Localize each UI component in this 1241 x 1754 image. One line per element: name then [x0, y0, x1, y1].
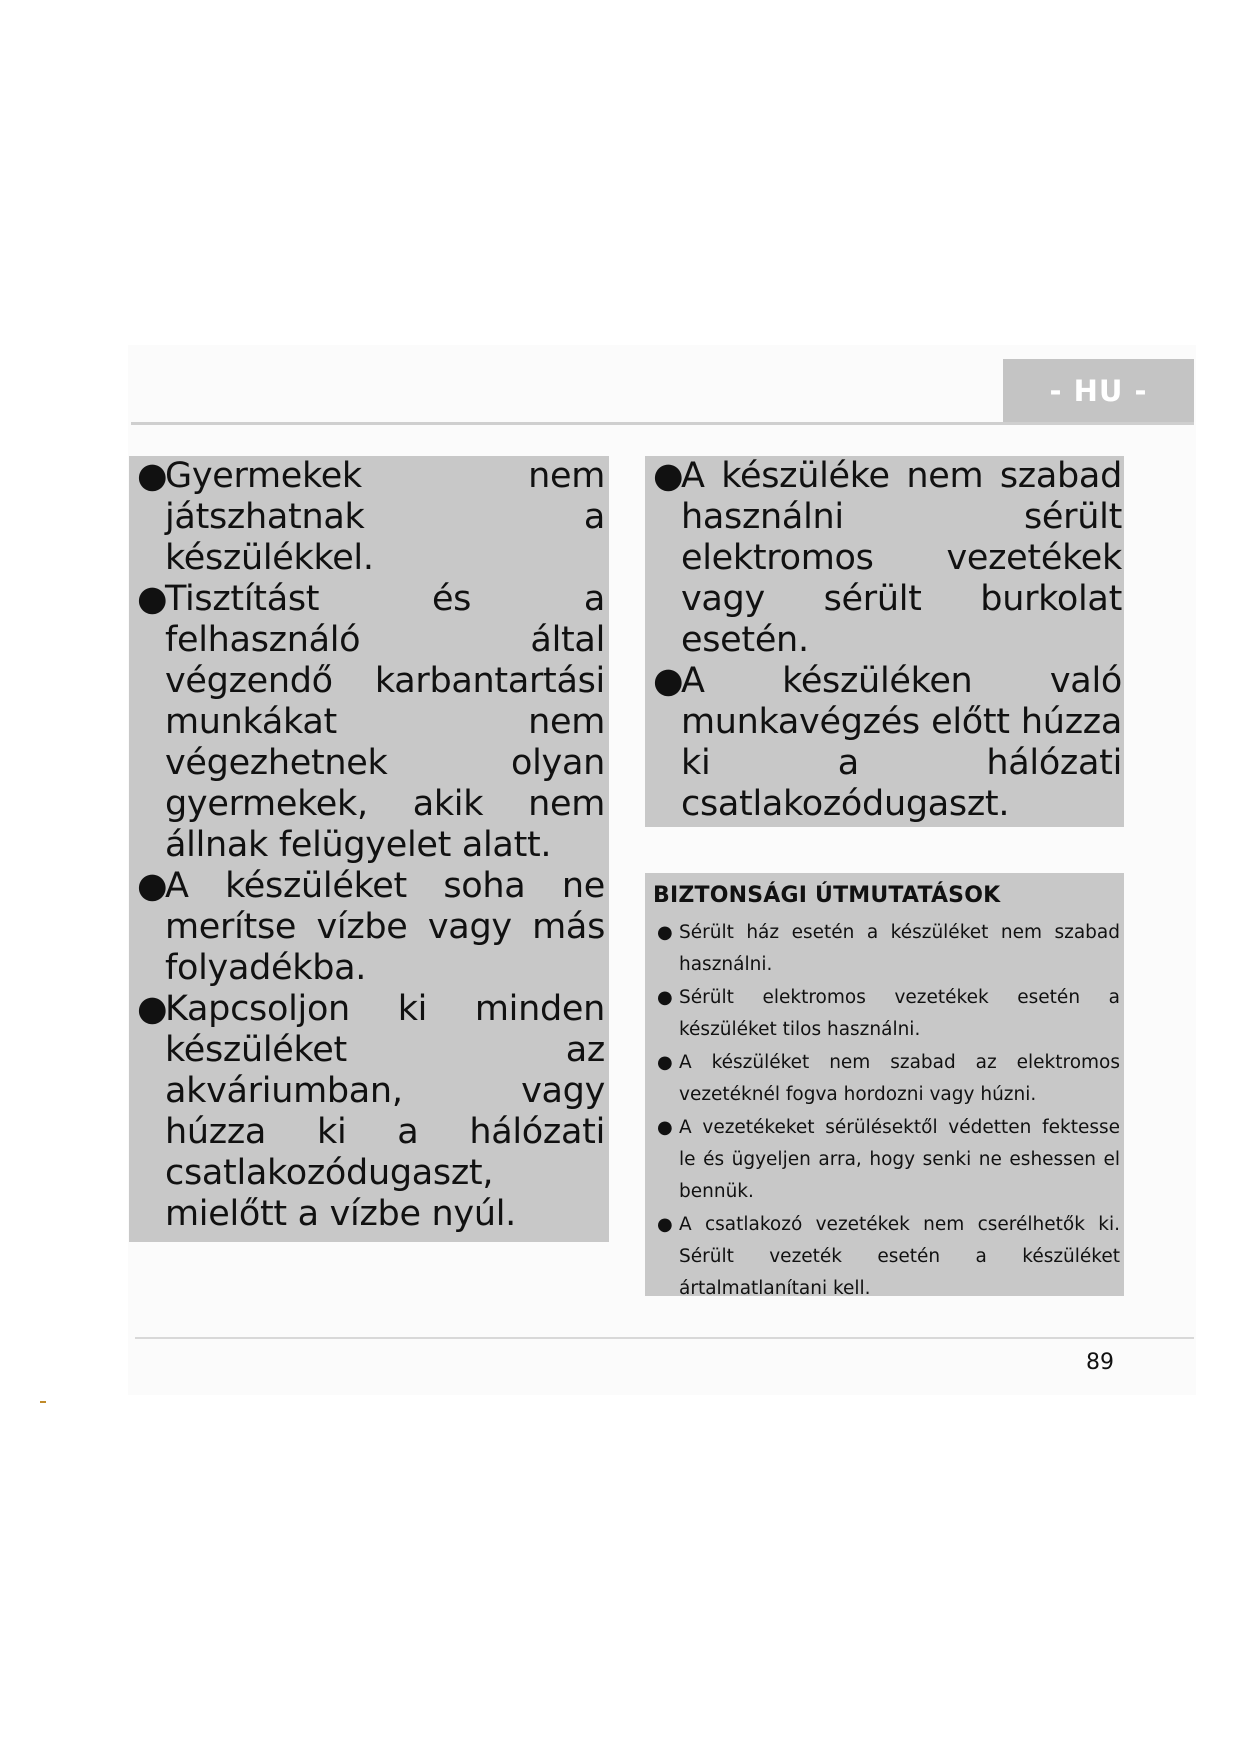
footer-rule — [135, 1337, 1194, 1339]
scan-mark — [40, 1401, 46, 1403]
bullet-icon: ● — [657, 987, 673, 1008]
safety-title: BIZTONSÁGI ÚTMUTATÁSOK — [653, 883, 1001, 908]
list-item-text: A készüléke nem szabad használni sérült elektromos vezetékek vagy sérült burkolat esetén. — [681, 456, 1122, 660]
list-item-text: Gyermekek nem játszhatnak a készülékkel. — [165, 456, 605, 578]
list-item-text: A csatlakozó vezetékek nem cserélhetők ki. Sérült vezeték esetén a készüléket ártalmatlanítani kell. — [679, 1214, 1120, 1299]
list-item — [137, 866, 605, 989]
list-item — [137, 456, 605, 579]
warning-list-right — [653, 456, 1122, 825]
list-item-text: Sérült ház esetén a készüléket nem szabad használni. — [679, 922, 1120, 975]
warning-box-right — [645, 456, 1124, 827]
warning-list-left — [137, 456, 605, 1235]
warning-box-left — [129, 456, 609, 1242]
bullet-icon: ● — [137, 456, 168, 496]
list-item — [651, 1209, 1120, 1305]
list-item-text: A vezetékeket sérülésektől védetten fektesse le és ügyeljen arra, hogy senki ne eshessen el bennük. — [679, 1117, 1120, 1202]
list-item-text: A készüléket nem szabad az elektromos vezetéknél fogva hordozni vagy húzni. — [679, 1052, 1120, 1105]
list-item — [653, 456, 1122, 661]
list-item — [137, 989, 605, 1235]
list-item-text: A készüléket soha ne merítse vízbe vagy más folyadékba. — [165, 866, 605, 988]
list-item-text: Sérült elektromos vezetékek esetén a készüléket tilos használni. — [679, 987, 1120, 1040]
list-item — [651, 1047, 1120, 1111]
list-item — [137, 579, 605, 866]
safety-list — [651, 917, 1120, 1305]
list-item — [651, 1112, 1120, 1208]
list-item — [651, 982, 1120, 1046]
bullet-icon: ● — [657, 1052, 673, 1073]
bullet-icon: ● — [657, 1117, 673, 1138]
list-item — [651, 917, 1120, 981]
header-rule — [131, 422, 1194, 425]
bullet-icon: ● — [137, 989, 168, 1029]
bullet-icon: ● — [657, 1214, 673, 1235]
bullet-icon: ● — [137, 579, 168, 619]
page-number: 89 — [1086, 1350, 1114, 1375]
bullet-icon: ● — [137, 866, 168, 906]
bullet-icon: ● — [653, 661, 684, 701]
language-tab: - HU - — [1003, 359, 1194, 423]
bullet-icon: ● — [653, 456, 684, 496]
list-item-text: Kapcsoljon ki minden készüléket az akváriumban, vagy húzza ki a hálózati csatlakozódugaszt, mielőtt a vízbe nyúl. — [165, 989, 605, 1234]
bullet-icon: ● — [657, 922, 673, 943]
list-item-text: Tisztítást és a felhasználó által végzendő karbantartási munkákat nem végezhetnek olyan gyermekek, akik nem állnak felügyelet alatt. — [165, 579, 605, 865]
safety-instructions-box — [645, 873, 1124, 1299]
list-item-text: A készüléken való munkavégzés előtt húzza ki a hálózati csatlakozódugaszt. — [681, 661, 1122, 824]
list-item — [653, 661, 1122, 825]
